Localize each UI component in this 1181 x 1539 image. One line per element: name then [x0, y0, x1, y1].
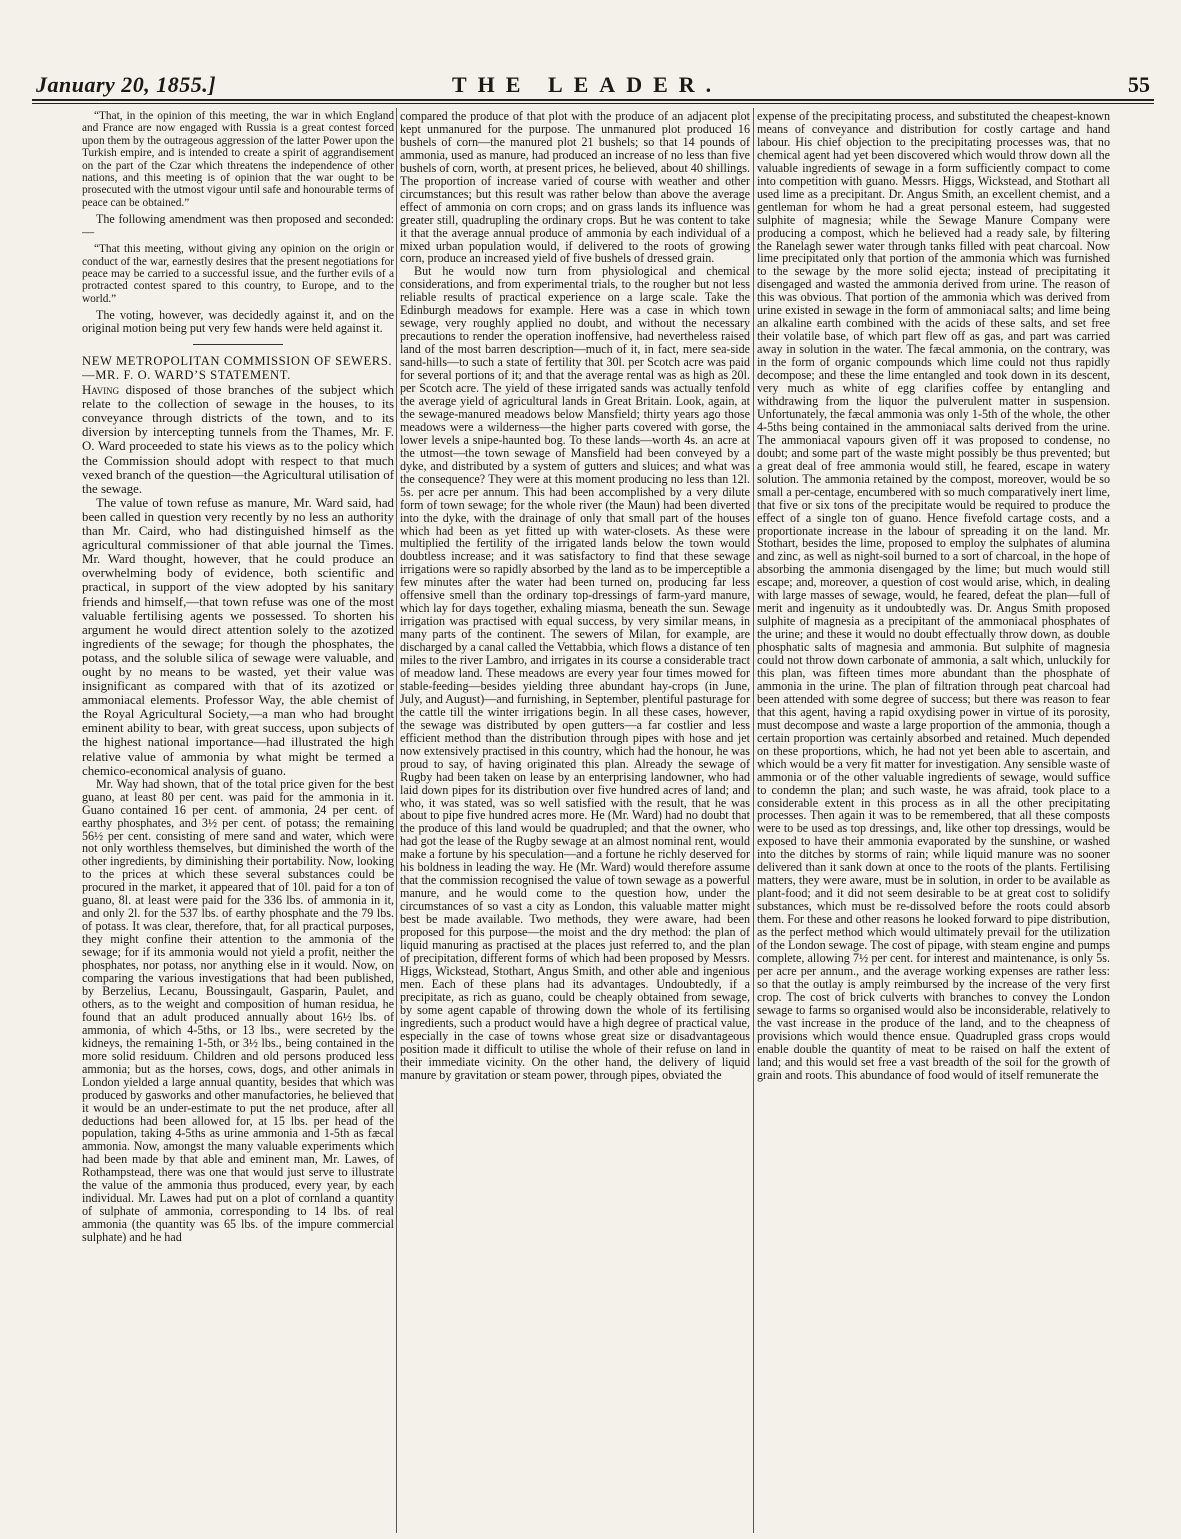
masthead-title: THE LEADER.: [452, 72, 723, 97]
paragraph: But he would now turn from physiological and chemical considerations, and from experimental trials, to the rougher but not less reliable results of practical experience on a large scale. Take the Edinburgh meadows for example. Here was a case in which town sewage, very roughly applied no doubt, and without the necessary precautions to render the operation inoffensive, had nevertheless raised land of the most barren description—much of it, in fact, mere sea-side sand-hills—to such a state of fertility that 30l. per Scotch acre was paid for several portions of it; and that the average rental was as high as 20l. per Scotch acre. The yield of these irrigated sands was actually tenfold the average yield of agricultural lands in Great Britain. Look, again, at the sewage-manured meadows below Mansfield; thirty years ago those meadows were a wilderness—the higher parts covered with gorse, the lower levels a snipe-haunted bog. To these lands—worth 4s. an acre at the utmost—the town sewage of Mansfield had been conveyed by a dyke, and distributed by a system of gutters and sluices; and what was the consequence? They were at this moment producing no less than 12l. 5s. per acre per annum. This had been accomplished by a very dilute form of town sewage; for the whole river (the Maun) had been diverted into the dyke, with the drainage of only that small part of the houses which had been as yet fitted up with water-closets. As these were multiplied the fertility of the irrigated lands below the town would doubtless increase; and it was satisfactory to find that these sewage irrigations were so rapidly absorbed by the land as to be imperceptible a few minutes after the water had been turned on, producing far less offensive smell than the ordinary top-dressings of farm-yard manure, which lay for days together, exhaling miasma, beneath the sun. Sewage irrigation was practised with equal success, by very similar means, in many parts of the continent. The sewers of Milan, for example, are discharged by a canal called the Vettabbia, which flows a distance of ten miles to the river Lambro, and irrigates in its course a considerable tract of meadow land. These meadows are every year four times mowed for stable-feeding—besides yielding three abundant hay-crops (in June, July, and August)—and furnishing, in September, plentiful pasturage for the cattle till the winter irrigations begin. In all these cases, however, the sewage was distributed by open gutters—a far costlier and less efficient method than the distribution through pipes with hose and jet now extensively practised in this country, which had the honour, he was proud to say, of having originated this plan. Already the sewage of Rugby had been taken on lease by an enterprising landowner, who had laid down pipes for its distribution over five hundred acres of land; and who, it was stated, was so well satisfied with the result, that he was about to pipe five hundred acres more. He (Mr. Ward) had no doubt that the produce of this land would be quadrupled; and that the owner, who had got the lease of the Rugby sewage at an almost nominal rent, would make a fortune by his speculation—and a fortune he richly deserved for his boldness in leading the way. He (Mr. Ward) would therefore assume that the commission recognised the value of town sewage as a powerful manure, and he would come to the question how, under the circumstances of so vast a city as London, this valuable matter might best be made available. Two methods, they were aware, had been proposed for this purpose—the moist and the dry method: the plan of liquid manuring as practised at the places just referred to, and the plan of precipitation, different forms of which had been proposed by Messrs. Higgs, Wickstead, Stothart, Angus Smith, and other able and ingenious men. Each of these plans had its advantages. Undoubtedly, if a precipitate, as rich as guano, could be cheaply obtained from sewage, by some agent capable of throwing down the whole of its fertilising ingredients, such a product would have a high degree of practical value, especially in the case of towns whose great size or disadvantageous position made it difficult to utilise the whole of their refuse on land in their immediate vicinity. On the other hand, the delivery of liquid manure by gravitation or steam power, through pipes, obviated the: [400, 264, 750, 1082]
issue-date: January 20, 1855.]: [36, 72, 217, 97]
paragraph-text: disposed of those branches of the subject which relate to the collection of sewage in the houses, to its conveyance through districts of the town, and to its diversion by intercepting tunnels from the Thames, Mr. F. O. Ward proceeded to state his views as to the policy which the Commission should adopt with respect to that much vexed branch of the question—the Agricultural utilisation of the sewage.: [82, 383, 394, 496]
section-separator: [193, 344, 283, 345]
header-rule-thin: [32, 103, 1154, 104]
paragraph: expense of the precipitating process, and substituted the cheapest-known means of conveyance and distribution for costly cartage and hand labour. His chief objection to the precipitating processes was, that no chemical agent had yet been discovered which would throw down all the valuable ingredients of sewage in a form sufficiently compact to come into competition with guano. Messrs. Higgs, Wickstead, and Stothart all used lime as a precipitant. Dr. Angus Smith, an excellent chemist, and a gentleman for whom he had a great personal esteem, had suggested sulphite of magnesia; while the Sewage Manure Company were producing a compost, which he believed had a ready sale, by filtering the Ranelagh sewer water through tanks filled with peat charcoal. Now lime precipitated only that portion of the ammonia which was furnished to the sewage by the more solid ejecta; instead of precipitating it disengaged and wasted the ammonia derived from urine. The reason of this was obvious. That portion of the ammonia which was derived from urine existed in sewage in the form of ammoniacal salts; and lime being an alkaline earth combined with the acids of these salts, and set free their volatile base, of which part flew off as gas, and part was carried away in solution in the water. The fæcal ammonia, on the contrary, was in the form of organic compounds which lime could not thus rapidly decompose; and these the lime entangled and took down in its descent, very much as white of egg clarifies coffee by entangling and withdrawing from the liquor the pulverulent matter in suspension. Unfortunately, the fæcal ammonia was only 1-5th of the whole, the other 4-5ths being contained in the ammoniacal salts derived from the urine. The ammoniacal vapours given off it was proposed to condense, no doubt; and some part of the waste might possibly be thus prevented; but a great deal of free ammonia would still, he feared, escape in watery solution. The ammonia retained by the compost, moreover, would be so small a per-centage, encumbered with so much comparatively inert lime, that five or six tons of the precipitate would be required to produce the effect of a single ton of guano. Hence fivefold cartage costs, and a proportionate increase in the labour of spreading it on the land. Mr. Stothart, besides the lime, proposed to employ the sulphates of alumina and zinc, as well as night-soil burned to a sort of charcoal, in the hope of absorbing the ammonia disengaged by the lime; but much would still escape; and, moreover, a question of cost would arise, which, in dealing with large masses of sewage, would, he feared, defeat the plan—full of merit and ingenuity as it undoubtedly was. Dr. Angus Smith proposed sulphite of magnesia as a precipitant of the ammoniacal phosphates of the urine; and these it would no doubt effectually throw down, as double phosphatic salts of magnesia and ammonia. But sulphite of magnesia could not throw down carbonate of ammonia, a salt which, unluckily for this plan, was fifteen times more abundant than the phosphate of ammonia in the urine. The plan of filtration through peat charcoal had been attended with some degree of success; but there was reason to fear that this agent, having a rapid oxydising power in virtue of its porosity, must decompose and waste a large proportion of the ammonia, though a certain proportion was certainly absorbed and retained. Much depended on these proportions, which, he had not yet been able to ascertain, and which would be a very fit matter for investigation. Any sensible waste of ammonia or of the other valuable ingredients of sewage, would suffice to condemn the plan; and such waste, he was afraid, took place to a considerable extent in this process as in all the other precipitating processes. Then again it was to be remembered, that all these composts were to be used as top dressings, and, like other top dressings, would be exposed to have their ammonia evaporated by the sunshine, or washed into the ditches by storms of rain; while liquid manure was no sooner delivered than it sank down at once to the roots of the plants. Fertilising matters, they were aware, must be in solution, in order to be available as plant-food; and it did not seem desirable to be at great cost to solidify substances, which must be re-dissolved before the roots could absorb them. For these and other reasons he looked forward to pipe distribution, as the perfect method which would ultimately prevail for the utilization of the London sewage. The cost of pipage, with steam engine and pumps complete, allowing 7½ per cent. for interest and maintenance, is only 5s. per acre per annum., and the average working expenses are rather less: so that the outlay is amply reimbursed by the increase of the very first crop. The cost of brick culverts with branches to convey the London sewage to farms so organised would also be inconsiderable, relatively to the vast increase in the produce of the land, and to the cheapness of provisions which would thence ensue. Quadrupled grass crops would enable double the quantity of meat to be raised on half the extent of land; and this would set free a vast breadth of the soil for the growth of grain and roots. This abundance of food would of itself remunerate the: [757, 110, 1110, 1082]
column-1: [82, 110, 394, 1535]
article-body: [82, 383, 394, 1244]
column-divider: [753, 108, 754, 1533]
resolution-quote: “That, in the opinion of this meeting, the war in which England and France are now engaged with Russia is a great contest forced upon them by the outrageous aggression of the latter Power upon the Turkish empire, and is intended to create a spirit of aggrandisement on the part of the Czar which threatens the independence of other nations, and this meeting is of opinion that the war ought to be prosecuted with the utmost vigour until safe and honourable terms of peace can be obtained.”: [82, 110, 394, 209]
column-2: [400, 110, 750, 1535]
paragraph: The following amendment was then proposed and seconded:—: [82, 212, 394, 240]
paragraph: Mr. Way had shown, that of the total price given for the best guano, at least 80 per cent. was paid for the ammonia in it. Guano contained 16 per cent. of ammonia, 24 per cent. of earthy phosphates, and 3½ per cent. of potass; the remaining 56½ per cent. consisting of mere sand and water, which were not only worthless themselves, but diminished the worth of the other ingredients, by diminishing their portability. Now, looking to the prices at which these several substances could be procured in the market, it appeared that of 10l. paid for a ton of guano, 8l. at least were paid for the 336 lbs. of ammonia in it, and only 2l. for the 537 lbs. of earthy phosphate and the 79 lbs. of potass. It was clear, therefore, that, for all practical purposes, they might confine their attention to the ammonia of the sewage; for if its ammonia would not yield a profit, neither the phosphates, nor potass, nor anything else in it would. Now, on comparing the various investigations that had been published, by Berzelius, Lecanu, Boussingault, Gasparin, Paulet, and others, as to the weight and composition of human residua, he found that an adult produced annually about 16½ lbs. of ammonia, of which 4-5ths, or 13 lbs., were secreted by the kidneys, the remaining 1-5th, or 3½ lbs., being contained in the more solid residuum. Children and old persons produced less ammonia; but as the horses, cows, dogs, and other animals in London yielded a large annual quantity, besides that which was produced by gasworks and other manufactories, he believed that it would be an under-estimate to put the net produce, after all deductions had been allowed for, at 15 lbs. per head of the population, taking 4-5ths as urine ammonia and 1-5th as fæcal ammonia. Now, amongst the many valuable experiments which had been made by that able and eminent man, Mr. Lawes, of Rothampstead, there was one that would just serve to illustrate the value of the ammonia thus produced, every year, by each individual. Mr. Lawes had put on a plot of cornland a quantity of sulphate of ammonia, corresponding to 14 lbs. of real ammonia (the quantity was 65 lbs. of the impure commercial sulphate) and he had: [82, 776, 394, 1245]
paragraph: [82, 383, 394, 496]
paragraph: The voting, however, was decidedly against it, and on the original motion being put very few hands were held against it.: [82, 308, 394, 336]
page-number: 55: [1128, 72, 1150, 97]
paragraph: The value of town refuse as manure, Mr. Ward said, had been called in question very recently by no less an authority than Mr. Caird, who had distinguished himself as the agricultural commissioner of that able journal the Times. Mr. Ward thought, however, that he could produce an overwhelming body of evidence, both scientific and practical, in support of the view adopted by his sanitary friends and himself,—that town refuse was one of the most valuable fertilising agents we possessed. To shorten his argument he would direct attention solely to the azotized ingredients of the sewage; for though the phosphates, the potass, and the soluble silica of sewage were valuable, and ought by no means to be wasted, yet their value was insignificant as compared with that of its azotized or ammoniacal elements. Professor Way, the able chemist of the Royal Agricultural Society,—a man who had brought eminent ability to bear, with great success, upon subjects of the highest national importance—had illustrated the high relative value of ammonia by what might be termed a chemico-economical analysis of guano.: [82, 495, 394, 778]
amendment-quote: “That this meeting, without giving any opinion on the origin or conduct of the war, earnestly desires that the present negotiations for peace may be carried to a successful issue, and the further evils of a protracted contest spared to this country, to Europe, and to the world.”: [82, 243, 394, 305]
article-heading: NEW METROPOLITAN COMMISSION OF SEWERS.—MR. F. O. WARD’S STATEMENT.: [82, 354, 393, 382]
column-3: [757, 110, 1110, 1535]
dropcap-word: Having: [82, 383, 120, 398]
paragraph: compared the produce of that plot with the produce of an adjacent plot kept unmanured for the purpose. The unmanured plot produced 16 bushels of corn—the manured plot 21 bushels; so that 14 pounds of ammonia, used as manure, had produced an increase of no less than five bushels of corn, worth, at present prices, he believed, about 40 shillings. The proportion of increase varied of course with weather and other circumstances; but this result was rather below than above the average effect of ammonia on corn crops; and on grass lands its influence was greater still, quadrupling the ordinary crops. But he was content to take it that the average annual produce of ammonia by each individual of a mixed urban population would, if delivered to the roots of growing corn, produce an increased yield of five bushels of dressed grain.: [400, 110, 750, 266]
column-divider: [396, 108, 397, 1533]
header-rule: [32, 99, 1154, 101]
